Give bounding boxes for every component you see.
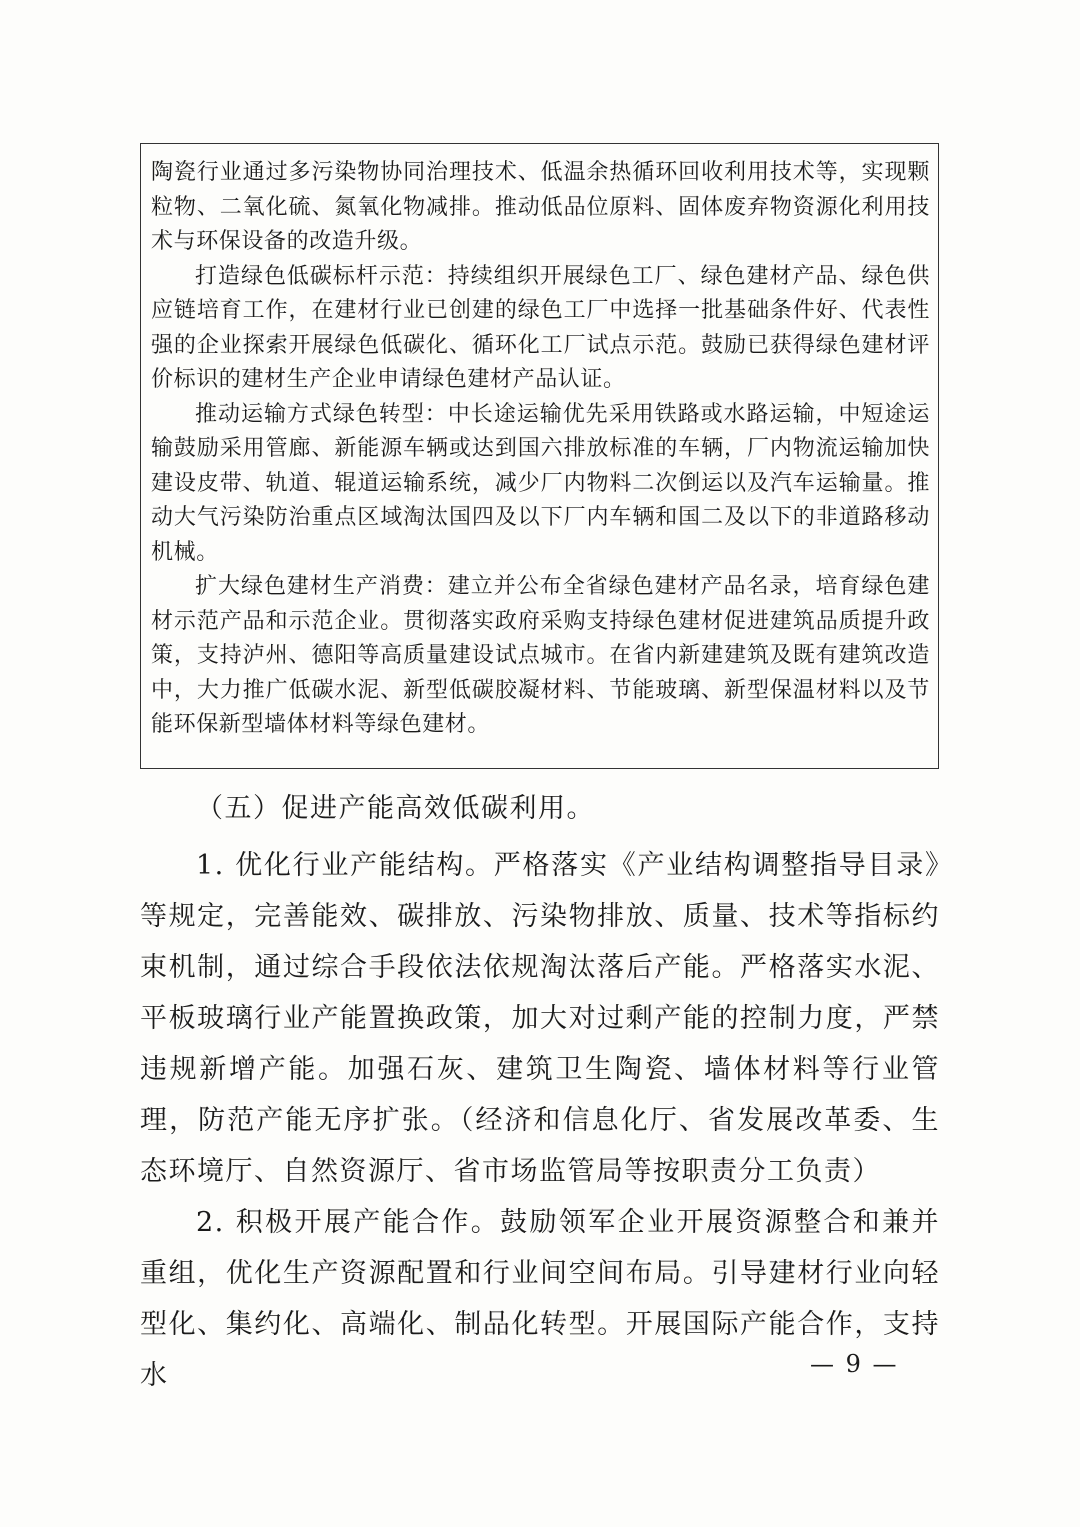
main-body — [140, 783, 940, 1401]
page-number: — 9 — — [810, 1350, 899, 1378]
box-paragraph: 打造绿色低碳标杆示范：持续组织开展绿色工厂、绿色建材产品、绿色供应链培育工作，在建材行业已创建的绿色工厂中选择一批基础条件好、代表性强的企业探索开展绿色低碳化、循环化工厂试点示范。鼓励已获得绿色建材评价标识的建材生产企业申请绿色建材产品认证。 — [151, 263, 930, 392]
box-paragraph: 推动运输方式绿色转型：中长途运输优先采用铁路或水路运输，中短途运输鼓励采用管廊、新能源车辆或达到国六排放标准的车辆，厂内物流运输加快建设皮带、轨道、辊道运输系统，减少厂内物料二次倒运以及汽车运输量。推动大气污染防治重点区域淘汰国四及以下厂内车辆和国二及以下的非道路移动机械。 — [151, 401, 930, 565]
box-paragraph: 扩大绿色建材生产消费：建立并公布全省绿色建材产品名录，培育绿色建材示范产品和示范企业。贯彻落实政府采购支持绿色建材促进建筑品质提升政策，支持泸州、德阳等高质量建设试点城市。在省内新建建筑及既有建筑改造中，大力推广低碳水泥、新型低碳胶凝材料、节能玻璃、新型保温材料以及节能环保新型墙体材料等绿色建材。 — [151, 574, 930, 737]
box-paragraph: 陶瓷行业通过多污染物协同治理技术、低温余热循环回收利用技术等，实现颗粒物、二氧化硫、氮氧化物减排。推动低品位原料、固体废弃物资源化利用技术与环保设备的改造升级。 — [151, 160, 930, 254]
boxed-text-section — [140, 143, 939, 769]
section-heading: （五）促进产能高效低碳利用。 — [196, 793, 595, 824]
body-paragraph: 2. 积极开展产能合作。鼓励领军企业开展资源整合和兼并重组，优化生产资源配置和行业间空间布局。引导建材行业向轻型化、集约化、高端化、制品化转型。开展国际产能合作，支持水 — [140, 1207, 940, 1391]
body-paragraph: 1. 优化行业产能结构。严格落实《产业结构调整指导目录》等规定，完善能效、碳排放、污染物排放、质量、技术等指标约束机制，通过综合手段依法依规淘汰落后产能。严格落实水泥、平板玻璃行业产能置换政策，加大对过剩产能的控制力度，严禁违规新增产能。加强石灰、建筑卫生陶瓷、墙体材料等行业管理，防范产能无序扩张。（经济和信息化厅、省发展改革委、生态环境厅、自然资源厅、省市场监管局等按职责分工负责） — [140, 850, 940, 1187]
